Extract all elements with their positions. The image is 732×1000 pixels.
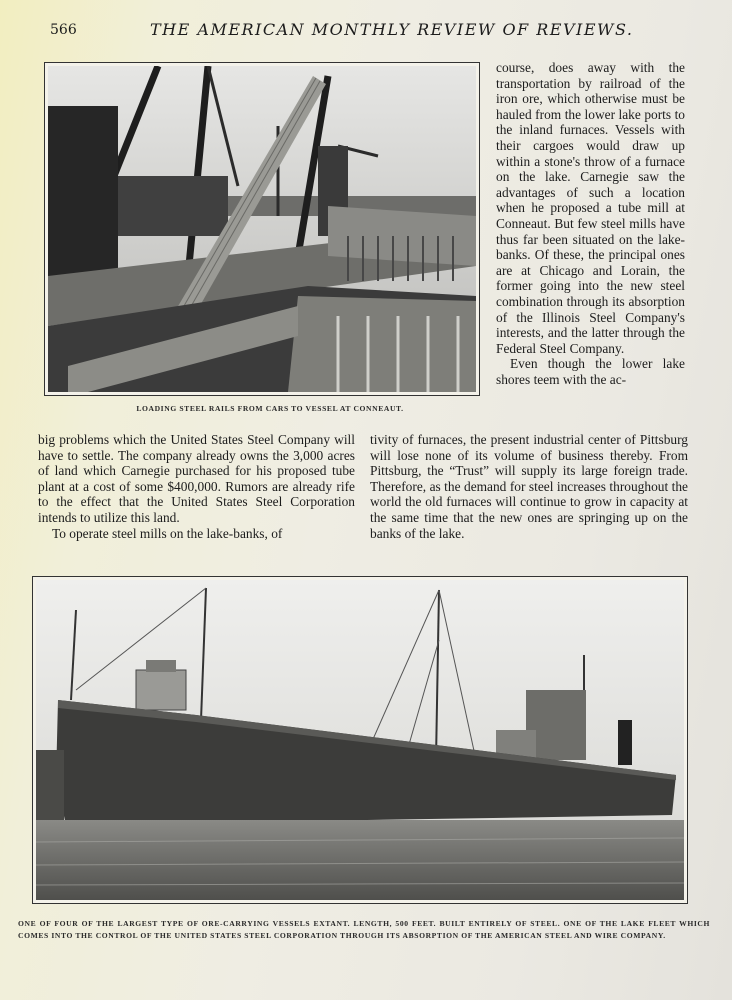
paragraph: course, does away with the transportation by railroad of the iron ore, which otherwise must be hauled from the lower lake ports to the inland furnaces. Vessels with their cargoes would draw up within a stone's throw of a furnace on the lake. Carnegie saw the advantages of such a location when he proposed a tube mill at Conneaut. But few steel mills have thus far been situated on the lake-banks. Of these, the principal ones are at Chicago and Lorain, the former going into the new steel combination through its absorption of the Illinois Steel Company's interests, and the latter through the Federal Steel Company. [496, 60, 685, 356]
rail-loading-photo [44, 62, 480, 396]
right-column-lower-text [370, 432, 688, 541]
running-head: THE AMERICAN MONTHLY REVIEW OF REVIEWS. [150, 20, 634, 39]
paragraph: Even though the lower lake shores teem with the ac- [496, 356, 685, 387]
right-column-upper-text [496, 60, 685, 387]
paragraph: big problems which the United States Steel Company will have to settle. The company already owns the 3,000 acres of land which Carnegie purchased for his proposed tube plant at a cost of some $400,000. Rumors are already rife to the effect that the United States Steel Corporation intends to utilize this land. [38, 432, 355, 525]
paragraph: To operate steel mills on the lake-banks, of [52, 525, 283, 541]
top-photo-caption: LOADING STEEL RAILS FROM CARS TO VESSEL AT CONNEAUT. [136, 404, 404, 413]
page-number: 566 [50, 22, 77, 38]
paragraph: tivity of furnaces, the present industrial center of Pittsburg will lose none of its volume of business thereby. From Pittsburg, the “Trust” will supply its large foreign trade. Therefore, as the demand for steel increases throughout the world the old furnaces will continue to grow in capacity at the same time that the new ones are springing up on the banks of the lake. [370, 432, 688, 541]
bottom-photo-caption: ONE OF FOUR OF THE LARGEST TYPE OF ORE-CARRYING VESSELS EXTANT. LENGTH, 500 FEET. BUILT ENTIRELY OF STEEL. ONE OF THE LAKE FLEET WHICH COMES INTO THE CONTROL OF THE UNITED STATES STEEL CORPORATION THROUGH ITS ABSORPTION OF THE AMERICAN STEEL AND WIRE COMPANY. [18, 919, 710, 940]
ore-vessel-photo [32, 576, 688, 904]
left-column-text [38, 432, 355, 541]
ore-vessel-illustration [36, 580, 684, 900]
rail-loading-illustration [48, 66, 476, 392]
